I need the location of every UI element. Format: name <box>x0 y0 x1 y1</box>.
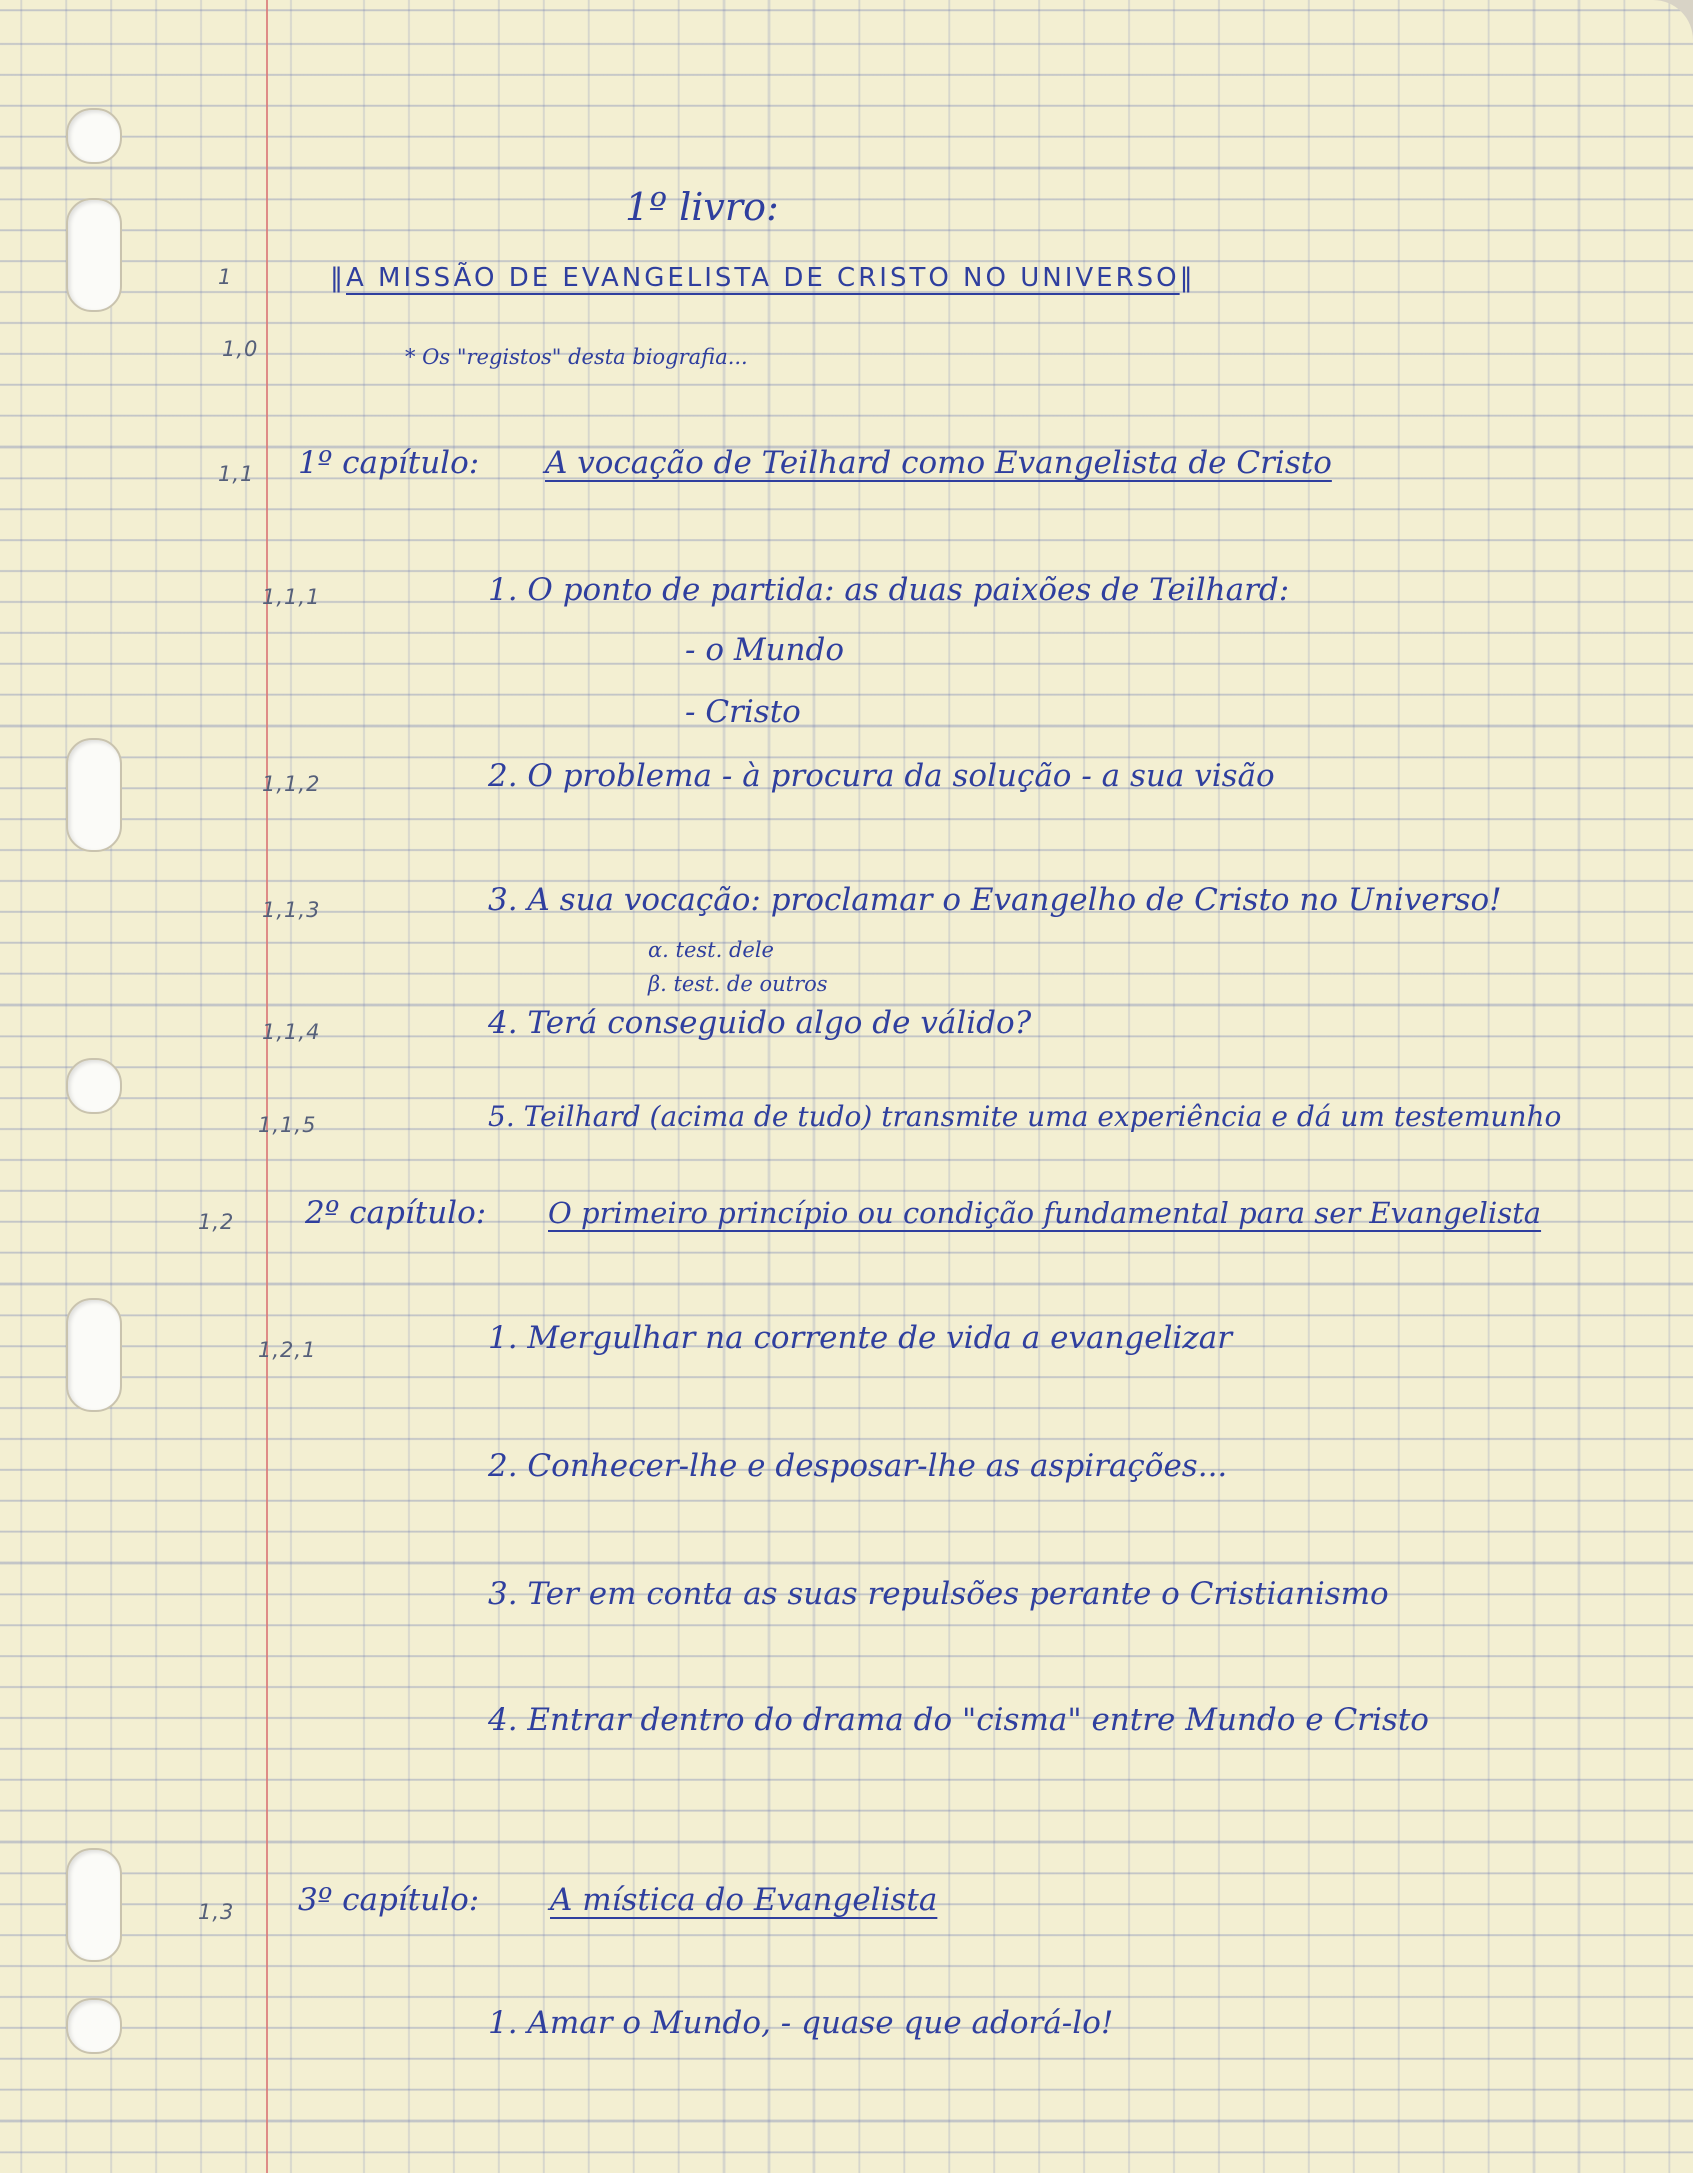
book-heading: 1º livro: <box>625 185 779 229</box>
book-title: ‖A MISSÃO DE EVANGELISTA DE CRISTO NO UNIVERSO‖ <box>330 263 1196 293</box>
line-number: 1 <box>218 265 233 289</box>
note-line: * Os "registos" desta biografia... <box>405 345 748 369</box>
line-number: 1,0 <box>222 337 259 361</box>
binder-hole <box>66 1058 122 1114</box>
section-item: 3. A sua vocação: proclamar o Evangelho de Cristo no Universo! <box>488 882 1502 918</box>
section-item: 4. Terá conseguido algo de válido? <box>488 1005 1032 1041</box>
margin-line <box>266 0 268 2173</box>
chapter-title: A vocação de Teilhard como Evangelista de Cristo <box>545 445 1332 481</box>
binder-hole <box>66 1298 122 1412</box>
line-number: 1,1,2 <box>262 772 321 796</box>
sub-item: - o Mundo <box>685 632 845 668</box>
chapter-label: 2º capítulo: <box>305 1195 487 1231</box>
binder-hole <box>66 1848 122 1962</box>
binder-hole <box>66 108 122 164</box>
line-number: 1,2,1 <box>258 1338 317 1362</box>
sub-item: - Cristo <box>685 694 801 730</box>
binder-hole <box>66 1998 122 2054</box>
book-title-text: A MISSÃO DE EVANGELISTA DE CRISTO NO UNIVERSO <box>346 263 1180 293</box>
section-item: 2. O problema - à procura da solução - a sua visão <box>488 758 1275 794</box>
line-number: 1,3 <box>198 1900 235 1924</box>
section-item: 1. Mergulhar na corrente de vida a evangelizar <box>488 1320 1233 1356</box>
binder-hole <box>66 738 122 852</box>
line-number: 1,1,5 <box>258 1113 317 1137</box>
sub-item: β. test. de outros <box>648 972 828 996</box>
sub-item: α. test. dele <box>648 938 774 962</box>
section-item: 3. Ter em conta as suas repulsões perante o Cristianismo <box>488 1576 1389 1612</box>
section-item: 4. Entrar dentro do drama do "cisma" entre Mundo e Cristo <box>488 1702 1429 1738</box>
line-number: 1,1 <box>218 462 255 486</box>
section-item: 2. Conhecer-lhe e desposar-lhe as aspirações... <box>488 1448 1228 1484</box>
binder-hole <box>66 198 122 312</box>
line-number: 1,1,1 <box>262 585 321 609</box>
line-number: 1,2 <box>198 1210 235 1234</box>
section-item: 1. O ponto de partida: as duas paixões de Teilhard: <box>488 572 1290 608</box>
section-item: 5. Teilhard (acima de tudo) transmite uma experiência e dá um testemunho <box>488 1100 1562 1133</box>
line-number: 1,1,4 <box>262 1020 321 1044</box>
chapter-label: 1º capítulo: <box>298 445 480 481</box>
line-number: 1,1,3 <box>262 898 321 922</box>
chapter-title: O primeiro princípio ou condição fundamental para ser Evangelista <box>548 1196 1542 1230</box>
section-item: 1. Amar o Mundo, - quase que adorá-lo! <box>488 2005 1114 2041</box>
chapter-title: A mística do Evangelista <box>550 1882 938 1918</box>
chapter-label: 3º capítulo: <box>298 1882 480 1918</box>
